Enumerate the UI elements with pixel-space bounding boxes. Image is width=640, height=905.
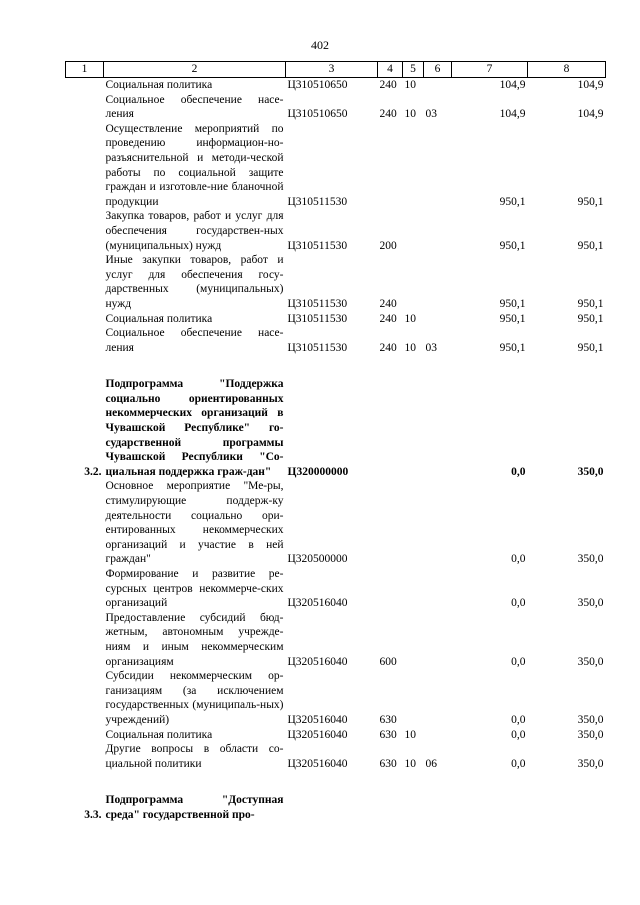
expense-type: 630 [379,728,397,741]
row-description: Закупка товаров, работ и услуг для обеспечения государствен-ных (муниципальных) нужд [105,210,284,252]
target-code: Ц310511530 [287,297,348,310]
amount-col8: 950,1 [577,312,604,325]
subsection: 03 [425,108,437,121]
row-number [66,742,104,771]
section: 10 [404,728,416,741]
row-description: Социальное обеспечение насе-ления [105,327,284,354]
section: 10 [404,312,416,325]
table-row [66,78,606,93]
amount-col8: 350,0 [577,757,604,770]
row-description: Социальная политика [105,79,213,91]
subsection [424,377,452,479]
table-row [66,93,606,122]
row-number [66,209,104,253]
spacer-row [66,355,606,377]
row-description: Иные закупки товаров, работ и услуг для обеспечения госу-дарственных (муниципальных) нужд [105,254,284,310]
subsection: 06 [425,757,437,770]
target-code: Ц320516040 [287,597,348,610]
column-header: 2 [104,62,286,78]
row-number: 3.3. [84,808,102,821]
expense-type [378,793,403,822]
amount-col7: 950,1 [499,341,526,354]
expense-type [378,122,403,210]
row-description: Социальная политика [105,728,213,741]
expense-type: 200 [379,239,397,252]
subsection [424,78,452,93]
section: 10 [404,757,416,770]
table-row [66,209,606,253]
subsection [424,209,452,253]
expense-type: 240 [379,312,397,325]
target-code: Ц310511530 [287,312,348,325]
section [403,377,424,479]
expense-type: 600 [379,655,397,668]
row-number [66,326,104,355]
section [403,793,424,822]
column-header: 3 [286,62,378,78]
amount-col8: 950,1 [577,195,604,208]
expense-type: 240 [379,341,397,354]
section: 10 [404,341,416,354]
row-number [66,479,104,567]
amount-col7: 950,1 [499,297,526,310]
budget-table [65,61,606,823]
amount-col7: 0,0 [511,713,526,726]
section [403,122,424,210]
amount-col7: 950,1 [499,195,526,208]
row-description: Социальная политика [105,312,213,325]
amount-col7: 0,0 [511,757,526,770]
row-number [66,312,104,327]
expense-type: 630 [379,713,397,726]
row-description: Формирование и развитие ре-сурсных центров некоммерче-ских организаций [105,568,284,610]
row-number [66,93,104,122]
subsection [424,611,452,669]
amount-col8: 350,0 [577,597,604,610]
target-code: Ц320516040 [287,655,348,668]
subsection [424,567,452,611]
row-description: Подпрограмма "Доступная среда" государственной про- [105,794,284,821]
table-row [66,669,606,727]
row-description: Социальное обеспечение насе-ления [105,93,284,121]
row-number [66,728,104,743]
amount-col7: 104,9 [499,108,526,121]
amount-col8: 104,9 [577,79,604,91]
target-code: Ц310511530 [287,239,348,252]
row-number [66,669,104,727]
amount-col7: 950,1 [499,239,526,252]
table-row [66,567,606,611]
row-number [66,567,104,611]
subsection [424,312,452,327]
target-code: Ц320516040 [287,728,348,741]
table-row [66,611,606,669]
section [403,611,424,669]
column-header: 1 [66,62,104,78]
amount-col8: 950,1 [577,341,604,354]
expense-type [378,567,403,611]
subsection [424,793,452,822]
amount-col7: 0,0 [511,728,526,741]
row-description: Другие вопросы в области со-циальной политики [105,743,284,770]
amount-col7 [452,793,528,822]
table-row [66,253,606,311]
section: 10 [404,108,416,121]
table-row [66,479,606,567]
subsection [424,253,452,311]
expense-type: 240 [379,297,397,310]
table-row [66,312,606,327]
column-header: 8 [528,62,606,78]
table-row [66,728,606,743]
table-body [66,78,606,823]
expense-type [378,479,403,567]
row-description: Основное мероприятие "Ме-ры, стимулирующие поддерж-ку деятельности социально ори-ентированных некоммерческих организаций и участие в ней граждан" [105,480,284,566]
row-number: 3.2. [84,465,102,478]
spacer-cell [66,355,606,377]
amount-col8 [528,793,606,822]
target-code: Ц320500000 [287,553,348,566]
amount-col8: 350,0 [577,713,604,726]
amount-col8: 950,1 [577,297,604,310]
amount-col8: 350,0 [577,655,604,668]
target-code: Ц310510650 [287,79,348,91]
column-header: 4 [378,62,403,78]
section [403,669,424,727]
amount-col7: 0,0 [511,553,526,566]
subsection [424,728,452,743]
column-header: 6 [424,62,452,78]
row-description: Подпрограмма "Поддержка социально ориентированных некоммерческих организаций в Чувашской Республике" го-сударственной программы Чувашской Республики "Со-циальная поддержка граж-дан" [105,378,284,478]
section [403,253,424,311]
page-number: 402 [311,38,329,52]
row-description: Предоставление субсидий бюд-жетным, автономным учрежде-ниям и иным некоммерческим организациям [105,611,284,668]
table-row [66,122,606,210]
amount-col7: 104,9 [499,79,526,91]
amount-col8: 350,0 [577,553,604,566]
column-header: 7 [452,62,528,78]
amount-col8: 350,0 [577,465,604,478]
amount-col8: 104,9 [577,108,604,121]
row-description: Осуществление мероприятий по проведению информацион-но-разъяснительной и методи-ческой работы по социальной защите граждан и изготовле-ние бланочной продукции [105,122,284,208]
table-row [66,326,606,355]
target-code: Ц310511530 [287,195,348,208]
amount-col7: 0,0 [511,597,526,610]
target-code: Ц310510650 [287,108,348,121]
amount-col8: 350,0 [577,728,604,741]
row-number [66,253,104,311]
section [403,479,424,567]
section [403,567,424,611]
subsection [424,669,452,727]
section [403,209,424,253]
amount-col7: 950,1 [499,312,526,325]
table-row [66,377,606,479]
target-code: Ц320516040 [287,757,348,770]
target-code: Ц320516040 [287,713,348,726]
amount-col8: 950,1 [577,239,604,252]
spacer-cell [66,771,606,793]
expense-type [378,377,403,479]
subsection [424,122,452,210]
table-row [66,742,606,771]
expense-type: 630 [379,757,397,770]
table-row [66,793,606,822]
amount-col7: 0,0 [511,465,526,478]
subsection [424,479,452,567]
row-number [66,611,104,669]
subsection: 03 [425,341,437,354]
header-row [66,62,606,78]
target-code: Ц320000000 [287,465,349,478]
row-description: Субсидии некоммерческим ор-ганизациям (за исключением государственных (муниципаль-ных) учреждений) [105,670,284,726]
row-number [66,122,104,210]
target-code: Ц310511530 [287,341,348,354]
spacer-row [66,771,606,793]
expense-type: 240 [379,79,397,91]
section: 10 [404,79,416,91]
column-header: 5 [403,62,424,78]
target-code [286,793,378,822]
expense-type: 240 [379,108,397,121]
amount-col7: 0,0 [511,655,526,668]
row-number [66,78,104,93]
